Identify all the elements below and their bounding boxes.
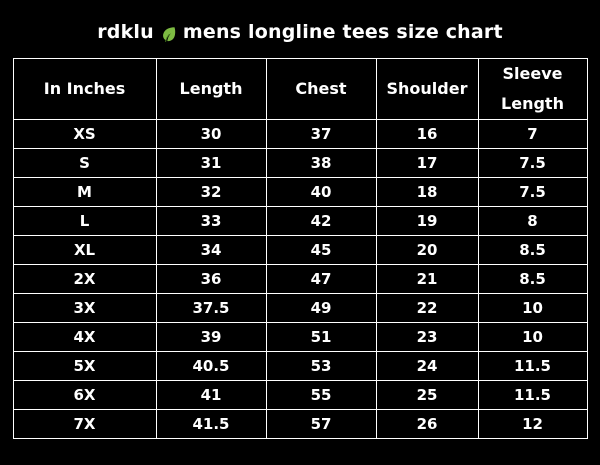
- cell-length: 32: [156, 178, 266, 207]
- cell-shoulder: 18: [376, 178, 478, 207]
- cell-sleeve: 10: [478, 294, 587, 323]
- chart-header: [0, 0, 600, 58]
- cell-chest: 45: [266, 236, 376, 265]
- cell-size: S: [13, 149, 156, 178]
- table-row: [13, 149, 587, 178]
- table-row: [13, 410, 587, 439]
- cell-shoulder: 22: [376, 294, 478, 323]
- size-chart-table: [13, 58, 588, 439]
- cell-chest: 40: [266, 178, 376, 207]
- cell-size: 4X: [13, 323, 156, 352]
- cell-chest: 57: [266, 410, 376, 439]
- table-row: [13, 265, 587, 294]
- cell-sleeve: 12: [478, 410, 587, 439]
- table-row: [13, 352, 587, 381]
- cell-chest: 38: [266, 149, 376, 178]
- cell-length: 31: [156, 149, 266, 178]
- leaf-icon: [161, 26, 176, 43]
- table-row: [13, 207, 587, 236]
- cell-sleeve: 7.5: [478, 178, 587, 207]
- footer-spacer: [0, 439, 600, 465]
- cell-shoulder: 23: [376, 323, 478, 352]
- cell-length: 37.5: [156, 294, 266, 323]
- cell-size: 3X: [13, 294, 156, 323]
- cell-size: L: [13, 207, 156, 236]
- column-header-in-inches: In Inches: [13, 59, 156, 120]
- cell-length: 39: [156, 323, 266, 352]
- cell-sleeve: 10: [478, 323, 587, 352]
- table-row: [13, 294, 587, 323]
- cell-length: 34: [156, 236, 266, 265]
- cell-size: 7X: [13, 410, 156, 439]
- cell-length: 33: [156, 207, 266, 236]
- cell-shoulder: 26: [376, 410, 478, 439]
- cell-length: 36: [156, 265, 266, 294]
- cell-size: XL: [13, 236, 156, 265]
- cell-length: 41: [156, 381, 266, 410]
- cell-size: 5X: [13, 352, 156, 381]
- table-row: [13, 120, 587, 149]
- cell-sleeve: 7: [478, 120, 587, 149]
- cell-sleeve: 8.5: [478, 265, 587, 294]
- cell-size: 2X: [13, 265, 156, 294]
- cell-sleeve: 8.5: [478, 236, 587, 265]
- cell-sleeve: 11.5: [478, 352, 587, 381]
- column-header-length: Length: [156, 59, 266, 120]
- cell-length: 30: [156, 120, 266, 149]
- column-header-sleeve-length: Sleeve Length: [478, 59, 587, 120]
- cell-chest: 47: [266, 265, 376, 294]
- cell-chest: 55: [266, 381, 376, 410]
- cell-chest: 37: [266, 120, 376, 149]
- column-header-shoulder: Shoulder: [376, 59, 478, 120]
- cell-size: XS: [13, 120, 156, 149]
- table-row: [13, 236, 587, 265]
- brand-name: rdklu: [97, 21, 154, 43]
- cell-sleeve: 11.5: [478, 381, 587, 410]
- cell-shoulder: 20: [376, 236, 478, 265]
- table-row: [13, 323, 587, 352]
- table-row: [13, 178, 587, 207]
- cell-length: 40.5: [156, 352, 266, 381]
- cell-shoulder: 21: [376, 265, 478, 294]
- cell-chest: 49: [266, 294, 376, 323]
- cell-shoulder: 17: [376, 149, 478, 178]
- chart-title: mens longline tees size chart: [182, 21, 503, 43]
- cell-chest: 42: [266, 207, 376, 236]
- cell-shoulder: 19: [376, 207, 478, 236]
- cell-size: 6X: [13, 381, 156, 410]
- cell-sleeve: 8: [478, 207, 587, 236]
- table-header-row: [13, 59, 587, 120]
- cell-chest: 53: [266, 352, 376, 381]
- cell-chest: 51: [266, 323, 376, 352]
- cell-length: 41.5: [156, 410, 266, 439]
- cell-shoulder: 16: [376, 120, 478, 149]
- cell-sleeve: 7.5: [478, 149, 587, 178]
- cell-size: M: [13, 178, 156, 207]
- cell-shoulder: 25: [376, 381, 478, 410]
- column-header-chest: Chest: [266, 59, 376, 120]
- cell-shoulder: 24: [376, 352, 478, 381]
- table-row: [13, 381, 587, 410]
